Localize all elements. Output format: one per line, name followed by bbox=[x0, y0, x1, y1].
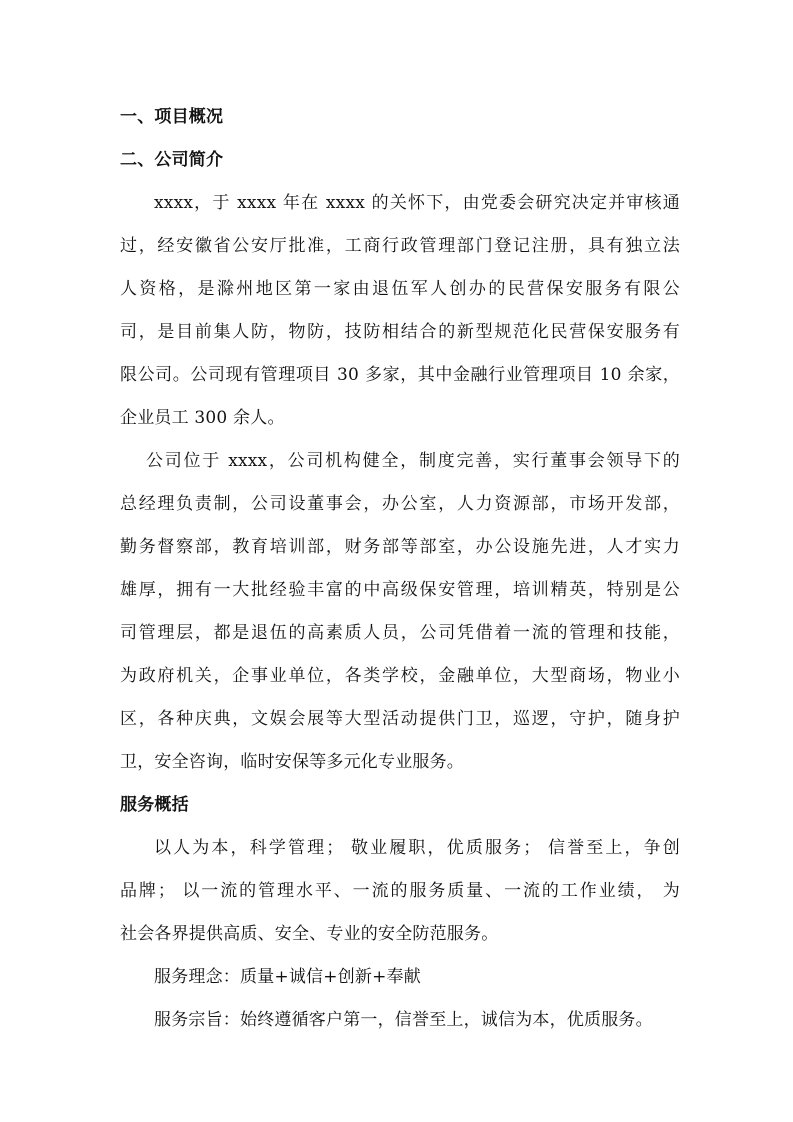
paragraph-line: 总经理负责制，公司设董事会，办公室，人力资源部，市场开发部， bbox=[120, 494, 680, 514]
paragraph-line: 以人为本，科学管理； 敬业履职，优质服务； 信誉至上，争创 bbox=[154, 838, 680, 858]
paragraph-line: 勤务督察部，教育培训部，财务部等部室，办公设施先进，人才实力 bbox=[120, 537, 680, 557]
heading-company-profile: 二、公司简介 bbox=[120, 150, 224, 170]
paragraph-line: 品牌； 以一流的管理水平、一流的服务质量、一流的工作业绩， 为 bbox=[120, 881, 680, 901]
paragraph-line: 企业员工 300 余人。 bbox=[120, 408, 285, 428]
paragraph-line: 卫，安全咨询，临时安保等多元化专业服务。 bbox=[120, 752, 464, 772]
service-concept: 服务理念：质量+诚信+创新+奉献 bbox=[154, 967, 421, 987]
heading-project-overview: 一、项目概况 bbox=[120, 107, 224, 127]
paragraph-line: 司管理层，都是退伍的高素质人员，公司凭借着一流的管理和技能， bbox=[120, 623, 680, 643]
paragraph-line: 人资格，是滁州地区第一家由退伍军人创办的民营保安服务有限公 bbox=[120, 279, 680, 299]
paragraph-line: 雄厚，拥有一大批经验丰富的中高级保安管理，培训精英，特别是公 bbox=[120, 580, 680, 600]
paragraph-line: 为政府机关，企事业单位，各类学校，金融单位，大型商场，物业小 bbox=[120, 666, 680, 686]
heading-service-summary: 服务概括 bbox=[120, 795, 189, 815]
paragraph-line: 社会各界提供高质、安全、专业的安全防范服务。 bbox=[120, 924, 499, 944]
paragraph-line: 限公司。公司现有管理项目 30 多家，其中金融行业管理项目 10 余家， bbox=[120, 365, 680, 385]
service-purpose: 服务宗旨：始终遵循客户第一，信誉至上，诚信为本，优质服务。 bbox=[154, 1010, 653, 1030]
paragraph-line: 公司位于 xxxx，公司机构健全，制度完善，实行董事会领导下的 bbox=[146, 451, 680, 471]
paragraph-line: xxxx，于 xxxx 年在 xxxx 的关怀下，由党委会研究决定并审核通 bbox=[154, 193, 680, 213]
paragraph-line: 区，各种庆典，文娱会展等大型活动提供门卫，巡逻，守护，随身护 bbox=[120, 709, 680, 729]
paragraph-line: 司，是目前集人防，物防，技防相结合的新型规范化民营保安服务有 bbox=[120, 322, 680, 342]
paragraph-line: 过，经安徽省公安厅批准，工商行政管理部门登记注册，具有独立法 bbox=[120, 236, 680, 256]
